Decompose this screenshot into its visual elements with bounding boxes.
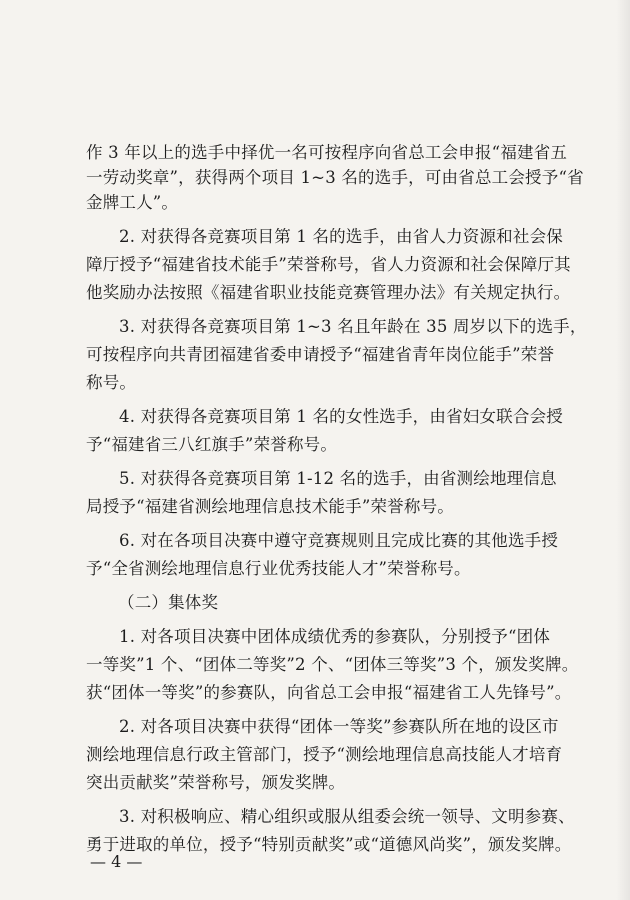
text-line: 3. 对获得各竞赛项目第 1~3 名且年龄在 35 周岁以下的选手， xyxy=(119,317,587,336)
text-line: 3. 对积极响应、精心组织或服从组委会统一领导、文明参赛、 xyxy=(119,807,575,826)
text-line: 6. 对在各项目决赛中遵守竞赛规则且完成比赛的其他选手授 xyxy=(119,531,559,550)
text-line: 一劳动奖章”，获得两个项目 1~3 名的选手，可由省总工会授予“省 xyxy=(86,168,584,187)
text-line: 予“福建省三八红旗手”荣誉称号。 xyxy=(86,435,338,454)
section-heading: （二）集体奖 xyxy=(118,593,219,612)
text-line: 1. 对各项目决赛中团体成绩优秀的参赛队，分别授予“团体 xyxy=(119,627,551,646)
page-number: — 4 — xyxy=(90,852,143,871)
text-line: 测绘地理信息行政主管部门，授予“测绘地理信息高技能人才培育 xyxy=(86,745,563,764)
text-line: 可按程序向共青团福建省委申请授予“福建省青年岗位能手”荣誉 xyxy=(86,345,555,364)
text-line: 5. 对获得各竞赛项目第 1-12 名的选手，由省测绘地理信息 xyxy=(119,469,557,488)
text-line: 称号。 xyxy=(86,373,137,392)
text-line: 障厅授予“福建省技术能手”荣誉称号，省人力资源和社会保障厅其 xyxy=(86,255,571,274)
scan-shadow xyxy=(616,0,630,900)
text-line: 获“团体一等奖”的参赛队，向省总工会申报“福建省工人先锋号”。 xyxy=(86,683,572,702)
text-line: 他奖励办法按照《福建省职业技能竞赛管理办法》有关规定执行。 xyxy=(86,283,571,302)
text-line: 予“全省测绘地理信息行业优秀技能人才”荣誉称号。 xyxy=(86,559,471,578)
text-line: 一等奖”1 个、“团体二等奖”2 个、“团体三等奖”3 个，颁发奖牌。 xyxy=(86,655,579,674)
text-line: 勇于进取的单位，授予“特别贡献奖”或“道德风尚奖”，颁发奖牌。 xyxy=(86,835,572,854)
text-line: 金牌工人”。 xyxy=(86,193,179,212)
document-body xyxy=(86,140,587,857)
text-line: 作 3 年以上的选手中择优一名可按程序向省总工会申报“福建省五 xyxy=(86,143,568,162)
text-line: 局授予“福建省测绘地理信息技术能手”荣誉称号。 xyxy=(86,497,454,516)
text-line: 突出贡献奖”荣誉称号，颁发奖牌。 xyxy=(86,773,346,792)
text-line: 2. 对获得各竞赛项目第 1 名的选手，由省人力资源和社会保 xyxy=(119,227,563,246)
text-line: 4. 对获得各竞赛项目第 1 名的女性选手，由省妇女联合会授 xyxy=(119,407,563,426)
text-line: 2. 对各项目决赛中获得“团体一等奖”参赛队所在地的设区市 xyxy=(119,717,559,736)
